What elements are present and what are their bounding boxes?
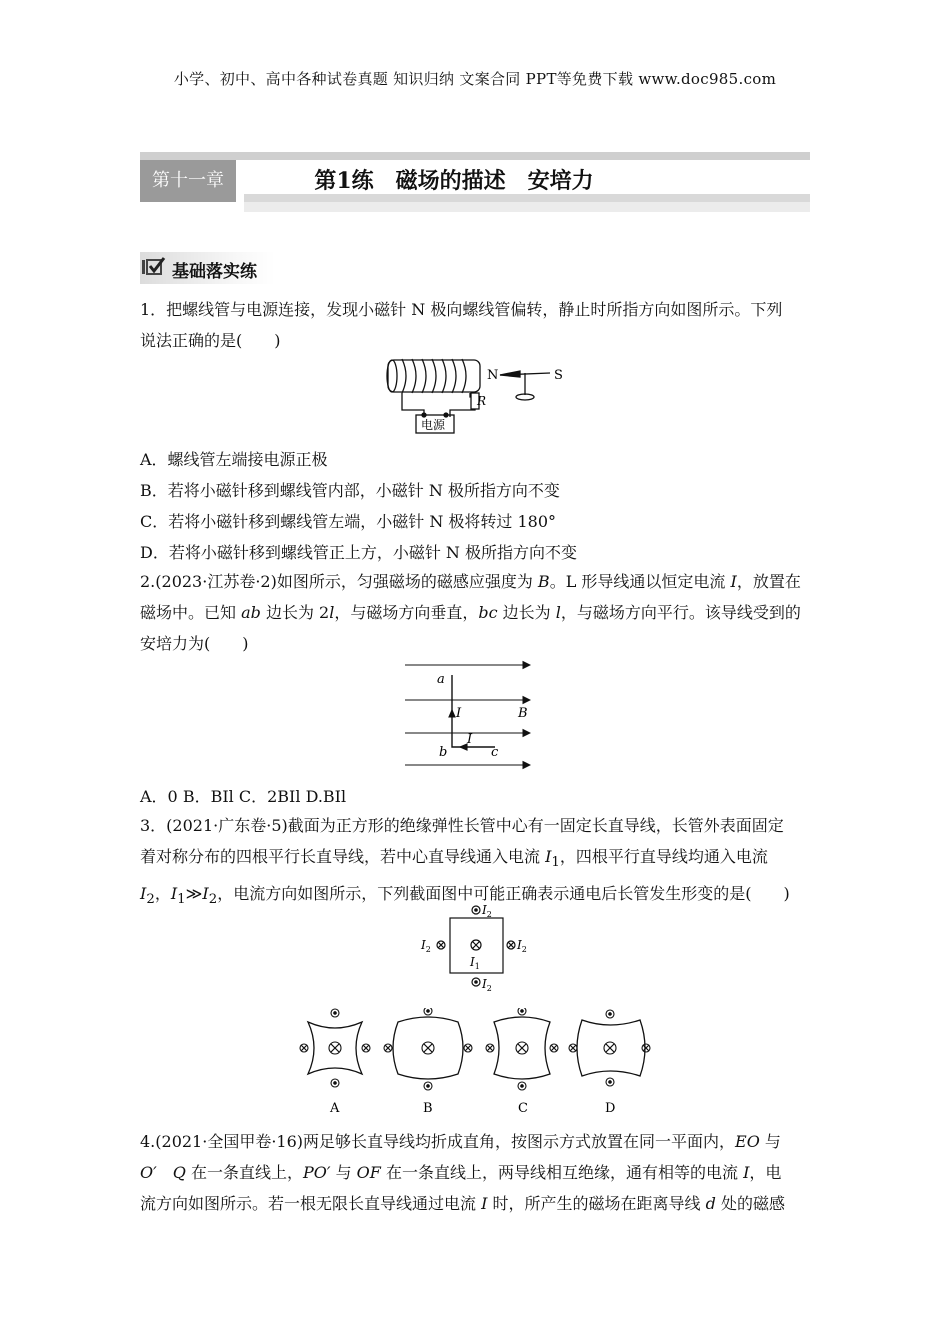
label-current-2: I [467, 732, 473, 747]
q3-stem-line1: 3．(2021·广东卷·5)截面为正方形的绝缘弹性长管中心有一固定长直导线，长管外表面固定 [140, 816, 784, 835]
q4-stem-line1: 4.(2021·全国甲卷·16)两足够长直导线均折成直角，按图示方式放置在同一平面内，EO 与 [140, 1132, 781, 1151]
label-b-field: B [518, 706, 528, 721]
choice-d-figure [569, 1010, 650, 1086]
wire-left [402, 393, 424, 417]
choice-label-d[interactable]: D [605, 1101, 616, 1116]
current-arrow-vertical [449, 710, 455, 717]
q1-option-c[interactable]: C．若将小磁针移到螺线管左端，小磁针 N 极将转过 180° [140, 512, 557, 531]
label-n: N [487, 368, 499, 383]
label-bottom-i2: $I_2$ [482, 977, 492, 993]
banner-top-band [140, 152, 810, 160]
checkmark-icon [142, 257, 166, 277]
q4-stem-line3: 流方向如图所示。若一根无限长直导线通过电流 I 时，所产生的磁场在距离导线 d 处的磁感 [140, 1194, 785, 1213]
label-center-i1: $I_1$ [470, 955, 480, 971]
q2-stem-line3: 安培力为( ) [140, 634, 249, 653]
q2-field-figure [395, 655, 540, 775]
banner-bottom-band [244, 202, 810, 212]
q1-solenoid-figure [380, 355, 580, 440]
label-left-i2: $I_2$ [421, 938, 431, 954]
q2-stem [140, 566, 812, 659]
current-arrow-horizontal [460, 744, 467, 750]
q2-stem-line2: 磁场中。已知 ab 边长为 2l，与磁场方向垂直，bc 边长为 l，与磁场方向平行。该导线受到的 [140, 603, 801, 622]
q3-choice-figures [290, 1008, 660, 1118]
label-b: b [439, 745, 448, 760]
site-header: 小学、初中、高中各种试卷真题 知识归纳 文案合同 PPT等免费下载 www.doc985.com [173, 70, 777, 88]
chapter-banner [140, 152, 810, 212]
q1-option-b[interactable]: B．若将小磁针移到螺线管内部，小磁针 N 极所指方向不变 [140, 481, 560, 500]
choice-label-a[interactable]: A [330, 1101, 340, 1116]
section-title: 基础落实练 [172, 262, 257, 282]
q3-stem-line2: 着对称分布的四根平行长直导线，若中心直导线通入电流 $I_1$，四根平行直导线均通入电流 [140, 847, 768, 871]
q3-main-figure [415, 898, 540, 998]
label-c: c [491, 745, 499, 760]
q1-stem-line2: 说法正确的是( ) [140, 331, 281, 350]
label-top-i2: $I_2$ [482, 903, 492, 919]
solenoid-coils [402, 359, 466, 393]
label-current-1: I [456, 706, 462, 721]
chapter-tag: 第十一章 [140, 160, 236, 202]
label-a: a [437, 672, 445, 687]
label-right-i2: $I_2$ [517, 938, 527, 954]
q4-stem [140, 1126, 812, 1219]
choice-a-figure [300, 1009, 370, 1087]
q1-option-a[interactable]: A．螺线管左端接电源正极 [140, 450, 328, 469]
q3-stem-line3: $I_2$，$I_1≫I_2$，电流方向如图所示，下列截面图中可能正确表示通电后长管发生形变的是( ) [140, 884, 790, 908]
q1-option-d[interactable]: D．若将小磁针移到螺线管正上方，小磁针 N 极所指方向不变 [140, 543, 578, 562]
choice-b-figure [384, 1008, 472, 1090]
q4-stem-line2: O′ Q 在一条直线上，PO′ 与 OF 在一条直线上，两导线相互绝缘，通有相等的电流 I，电 [140, 1163, 782, 1182]
label-s: S [554, 368, 563, 383]
q1-stem [140, 294, 812, 356]
q2-stem-line1: 2.(2023·江苏卷·2)如图所示，匀强磁场的磁感应强度为 B。L 形导线通以恒定电流 I，放置在 [140, 572, 801, 591]
label-power: 电源 [421, 418, 446, 432]
q2-answer-options[interactable]: A．0 B．BIl C．2BIl D.BIl [140, 787, 347, 806]
q1-stem-line1: 1．把螺线管与电源连接，发现小磁针 N 极向螺线管偏转，静止时所指方向如图所示。下列 [140, 300, 783, 319]
label-r: R [477, 394, 487, 408]
choice-label-b[interactable]: B [423, 1101, 433, 1116]
choice-c-figure [486, 1008, 558, 1090]
chapter-title: 第1练 磁场的描述 安培力 [314, 168, 594, 194]
choice-label-c[interactable]: C [518, 1101, 528, 1116]
